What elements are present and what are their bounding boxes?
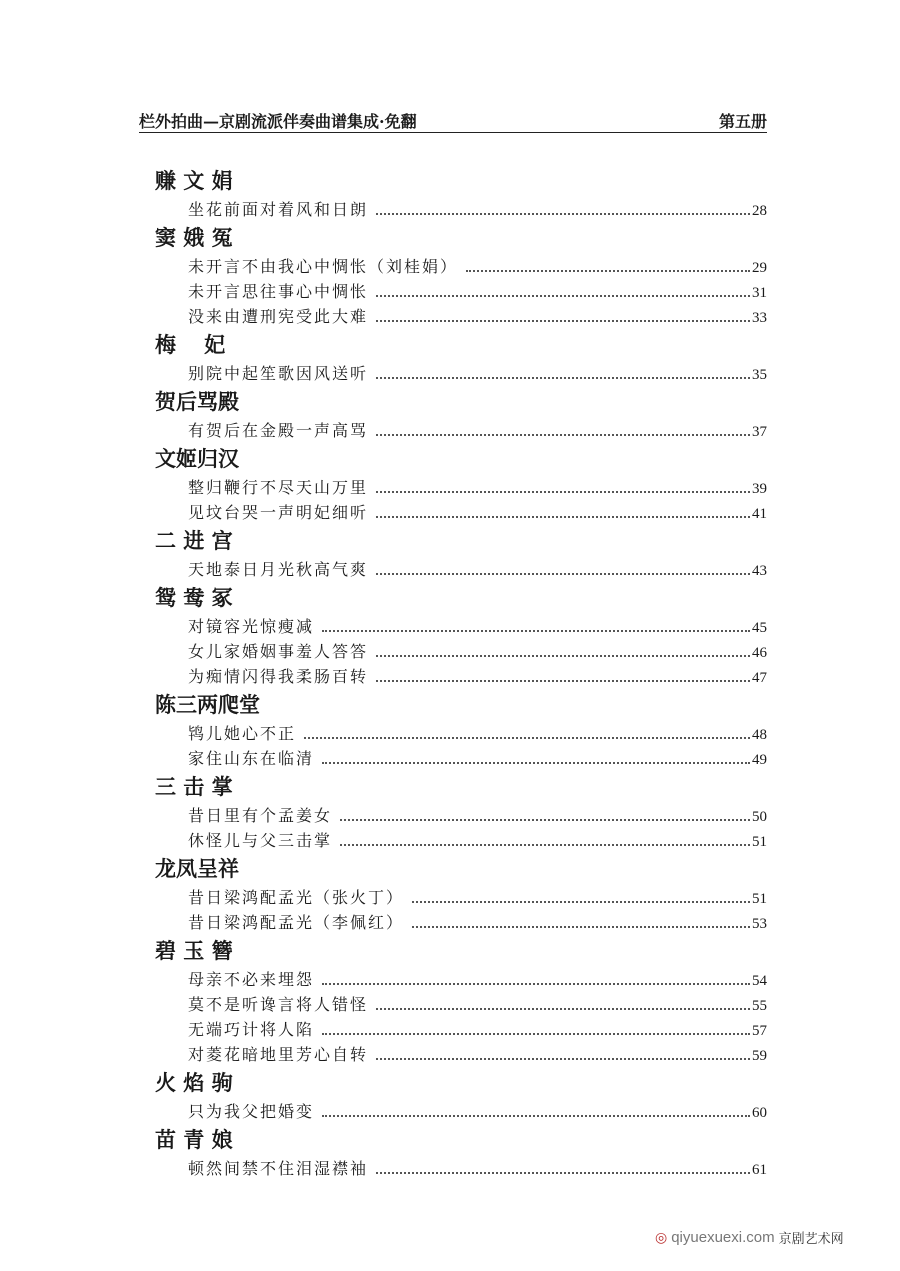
dot-leader (376, 320, 750, 322)
watermark-logo-icon: ◎ (655, 1228, 668, 1245)
entry-text: 别院中起笙歌因风送听 (188, 364, 369, 383)
toc-entry[interactable] (188, 721, 767, 746)
dot-leader (322, 630, 750, 632)
toc-group (155, 329, 767, 386)
dot-leader (376, 491, 750, 493)
watermark-caption: 京剧艺术网 (778, 1230, 844, 1246)
opera-title: 窦 娥 冤 (155, 225, 233, 250)
entry-text: 坐花前面对着风和日朗 (188, 200, 369, 219)
watermark-site: qiyuexuexi.com (671, 1228, 775, 1246)
toc-entry[interactable] (188, 475, 767, 500)
entry-text: 对菱花暗地里芳心自转 (188, 1045, 369, 1064)
toc-entry[interactable] (188, 614, 767, 639)
entry-text: 休怪儿与父三击掌 (188, 831, 333, 850)
dot-leader (376, 434, 750, 436)
entry-text: 鸨儿她心不正 (188, 724, 297, 743)
page-number: 39 (752, 481, 767, 497)
toc-entry[interactable] (188, 304, 767, 329)
page-number: 51 (752, 891, 767, 907)
page-number: 41 (752, 506, 767, 522)
page-number: 54 (752, 973, 767, 989)
entry-text: 昔日里有个孟姜女 (188, 806, 333, 825)
dot-leader (376, 213, 750, 215)
entry-text: 无端巧计将人陷 (188, 1020, 315, 1039)
page-number: 35 (752, 367, 767, 383)
dot-leader (376, 680, 750, 682)
volume-label: 第五册 (718, 112, 767, 131)
page-number: 48 (752, 727, 767, 743)
entry-text: 整归鞭行不尽天山万里 (188, 478, 369, 497)
toc-entry[interactable] (188, 1042, 767, 1067)
toc-group (155, 935, 767, 1067)
dot-leader (376, 1172, 750, 1174)
dot-leader (322, 1115, 750, 1117)
opera-title: 陈三两爬堂 (155, 692, 260, 717)
header-divider (139, 132, 767, 133)
toc-entry[interactable] (188, 254, 767, 279)
dot-leader (376, 377, 750, 379)
toc-entry[interactable] (188, 197, 767, 222)
dot-leader (376, 516, 750, 518)
toc-entry[interactable] (188, 992, 767, 1017)
watermark (655, 1222, 885, 1252)
page-number: 57 (752, 1023, 767, 1039)
entry-text: 对镜容光惊瘦减 (188, 617, 315, 636)
opera-title: 二 进 宫 (155, 528, 233, 553)
page-number: 50 (752, 809, 767, 825)
opera-title: 三 击 掌 (155, 774, 233, 799)
entry-text: 见坟台哭一声明妃细听 (188, 503, 369, 522)
toc-entry[interactable] (188, 664, 767, 689)
toc-entry[interactable] (188, 361, 767, 386)
opera-title: 贺后骂殿 (155, 389, 239, 414)
entry-text: 母亲不必来埋怨 (188, 970, 315, 989)
page-number: 43 (752, 563, 767, 579)
book-title: 栏外拍曲—京剧流派伴奏曲谱集成·免翻 (139, 112, 417, 131)
toc-group (155, 1067, 767, 1124)
toc-entry[interactable] (188, 967, 767, 992)
toc-group (155, 582, 767, 689)
entry-text: 顿然间禁不住泪湿襟袖 (188, 1159, 369, 1178)
dot-leader (376, 573, 750, 575)
opera-title: 赚 文 娟 (155, 168, 233, 193)
page-number: 45 (752, 620, 767, 636)
entry-text: 莫不是听谗言将人错怪 (188, 995, 369, 1014)
entry-text: 有贺后在金殿一声高骂 (188, 421, 369, 440)
toc-group (155, 222, 767, 329)
page-number: 61 (752, 1162, 767, 1178)
toc-group (155, 165, 767, 222)
toc-entry[interactable] (188, 828, 767, 853)
toc-entry[interactable] (188, 418, 767, 443)
running-header (139, 104, 767, 132)
page-number: 51 (752, 834, 767, 850)
dot-leader (376, 295, 750, 297)
dot-leader (412, 901, 750, 903)
dot-leader (340, 819, 750, 821)
toc-entry[interactable] (188, 746, 767, 771)
opera-title: 碧 玉 簪 (155, 938, 233, 963)
entry-text: 为痴情闪得我柔肠百转 (188, 667, 369, 686)
toc-entry[interactable] (188, 1156, 767, 1181)
opera-title: 梅 妃 (155, 332, 226, 357)
toc-entry[interactable] (188, 1099, 767, 1124)
page-number: 46 (752, 645, 767, 661)
toc-entry[interactable] (188, 803, 767, 828)
page-number: 59 (752, 1048, 767, 1064)
toc-entry[interactable] (188, 279, 767, 304)
toc-group (155, 443, 767, 525)
entry-text: 家住山东在临清 (188, 749, 315, 768)
dot-leader (340, 844, 750, 846)
entry-text: 未开言不由我心中惆怅（刘桂娟） (188, 257, 459, 276)
opera-title: 火 焰 驹 (155, 1070, 233, 1095)
page-number: 60 (752, 1105, 767, 1121)
page-number: 33 (752, 310, 767, 326)
opera-title: 文姬归汉 (155, 446, 239, 471)
page-number: 49 (752, 752, 767, 768)
entry-text: 昔日梁鸿配孟光（李佩红） (188, 913, 405, 932)
dot-leader (322, 1033, 750, 1035)
toc-group (155, 689, 767, 771)
entry-text: 未开言思往事心中惆怅 (188, 282, 369, 301)
opera-title: 龙凤呈祥 (155, 856, 239, 881)
entry-text: 只为我父把婚变 (188, 1102, 315, 1121)
dot-leader (376, 655, 750, 657)
page-number: 28 (752, 203, 767, 219)
toc-entry[interactable] (188, 910, 767, 935)
dot-leader (376, 1008, 750, 1010)
entry-text: 天地泰日月光秋高气爽 (188, 560, 369, 579)
dot-leader (322, 762, 750, 764)
toc-entry[interactable] (188, 885, 767, 910)
page-number: 53 (752, 916, 767, 932)
dot-leader (304, 737, 750, 739)
opera-title: 鸳 鸯 冢 (155, 585, 233, 610)
toc-entry[interactable] (188, 557, 767, 582)
toc-group (155, 771, 767, 853)
page-number: 37 (752, 424, 767, 440)
page-number: 55 (752, 998, 767, 1014)
toc-entry[interactable] (188, 639, 767, 664)
dot-leader (376, 1058, 750, 1060)
toc-entry[interactable] (188, 500, 767, 525)
entry-text: 昔日梁鸿配孟光（张火丁） (188, 888, 405, 907)
toc-group (155, 1124, 767, 1181)
toc-group (155, 386, 767, 443)
dot-leader (322, 983, 750, 985)
toc-group (155, 525, 767, 582)
page-number: 47 (752, 670, 767, 686)
entry-text: 女儿家婚姻事羞人答答 (188, 642, 369, 661)
page-number: 29 (752, 260, 767, 276)
opera-title: 苗 青 娘 (155, 1127, 233, 1152)
dot-leader (466, 270, 750, 272)
toc-entry[interactable] (188, 1017, 767, 1042)
toc-group (155, 853, 767, 935)
page-number: 31 (752, 285, 767, 301)
table-of-contents (155, 165, 767, 1181)
dot-leader (412, 926, 750, 928)
entry-text: 没来由遭刑宪受此大难 (188, 307, 369, 326)
